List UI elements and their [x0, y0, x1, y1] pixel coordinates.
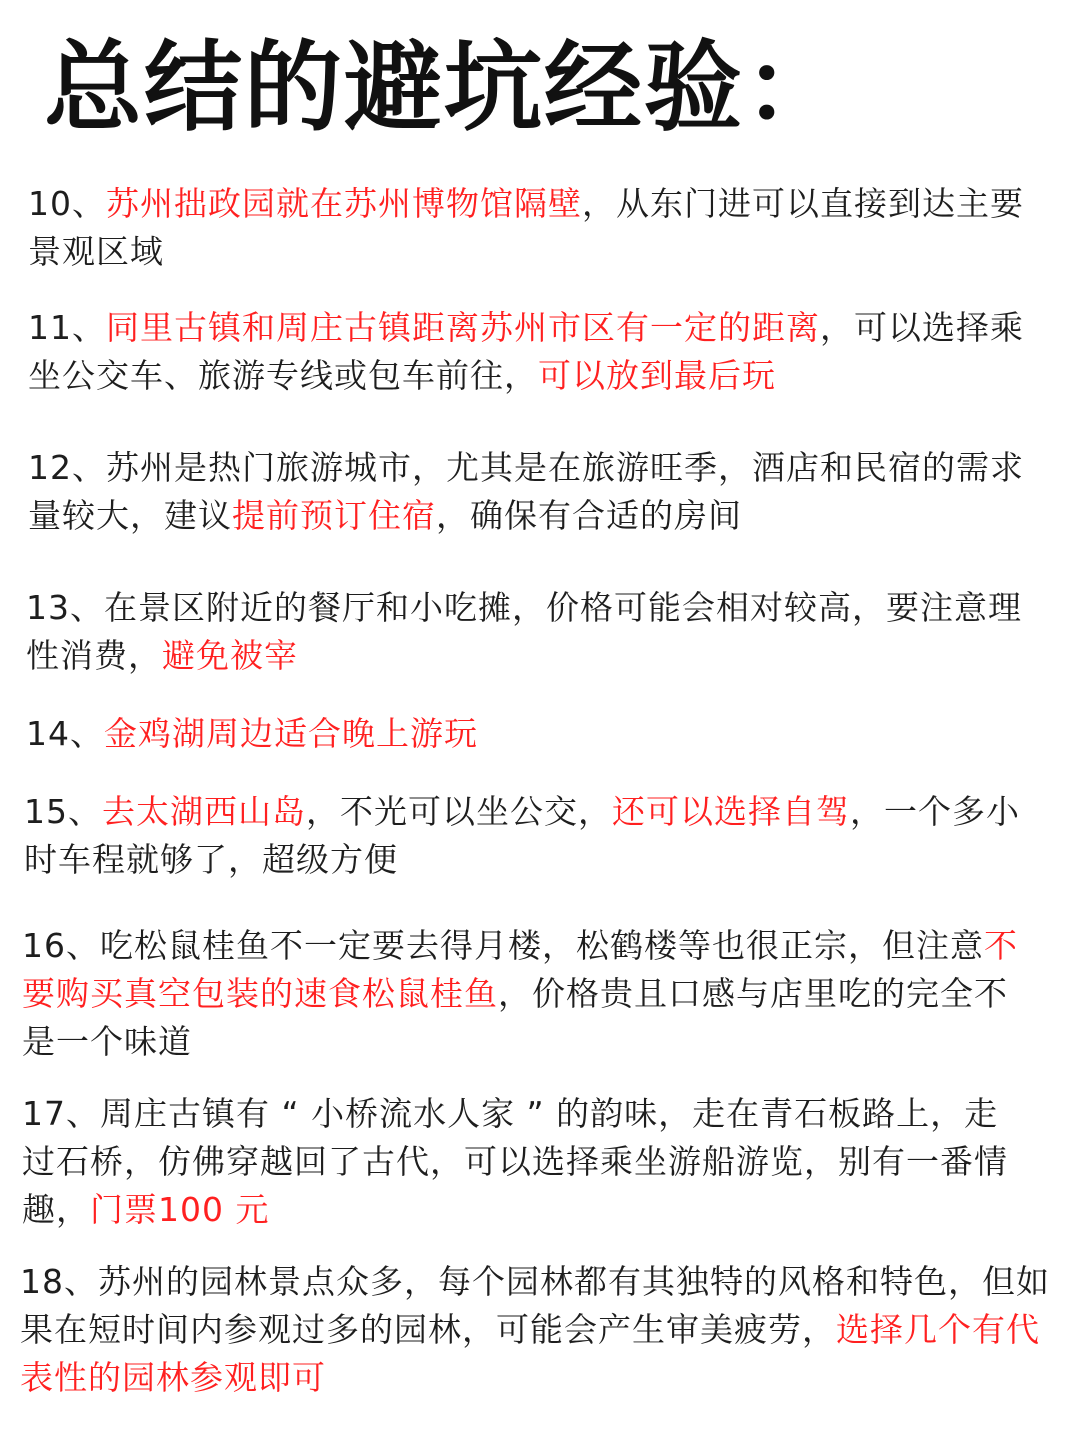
tip-16: [22, 922, 1032, 1066]
tip-12: [28, 444, 1028, 540]
tip-highlight: 门票100 元: [90, 1190, 270, 1229]
tip-text: 15、: [24, 792, 102, 831]
tip-highlight: 同里古镇和周庄古镇距离苏州市区有一定的距离: [106, 308, 820, 347]
tip-text: ，从东门进可以直接到达主要景观区域: [28, 184, 1024, 271]
tip-10: [28, 180, 1028, 276]
tip-highlight: 提前预订住宿: [232, 496, 436, 535]
tip-highlight: 选择几个有代表性的园林参观即可: [20, 1310, 1040, 1397]
tip-text: ，价格贵且口感与店里吃的完全不是一个味道: [22, 974, 1008, 1061]
tip-15: [24, 788, 1024, 884]
page-title: 总结的避坑经验：: [44, 31, 845, 145]
tip-highlight: 金鸡湖周边适合晚上游玩: [104, 714, 478, 753]
tip-highlight: 可以放到最后玩: [538, 356, 776, 395]
tip-highlight: 苏州拙政园就在苏州博物馆隔壁: [106, 184, 582, 223]
tip-text: 16、吃松鼠桂鱼不一定要去得月楼，松鹤楼等也很正宗，但注意: [22, 926, 984, 965]
tip-text: ，一个多小时车程就够了，超级方便: [24, 792, 1020, 879]
tip-highlight: 不要购买真空包装的速食松鼠桂鱼: [22, 926, 1018, 1013]
tip-text: 13、在景区附近的餐厅和小吃摊，价格可能会相对较高，要注意理性消费，: [26, 588, 1022, 675]
tip-text: 14、: [26, 714, 104, 753]
tip-highlight: 避免被宰: [162, 636, 298, 675]
tip-highlight: 还可以选择自驾: [612, 792, 850, 831]
tip-text: 18、苏州的园林景点众多，每个园林都有其独特的风格和特色，但如果在短时间内参观过多的园林，可能会产生审美疲劳，: [20, 1262, 1050, 1349]
tip-text: 17、周庄古镇有 “ 小桥流水人家 ” 的韵味，走在青石板路上，走过石桥，仿佛穿越回了古代，可以选择乘坐游船游览，别有一番情趣，: [22, 1094, 1008, 1229]
tip-13: [26, 584, 1026, 680]
tip-18: [20, 1258, 1050, 1402]
tip-text: 11、: [28, 308, 106, 347]
tip-11: [28, 304, 1028, 400]
tip-text: 10、: [28, 184, 106, 223]
tip-17: [22, 1090, 1032, 1234]
tip-text: ，可以选择乘坐公交车、旅游专线或包车前往，: [28, 308, 1024, 395]
tip-text: 12、苏州是热门旅游城市，尤其是在旅游旺季，酒店和民宿的需求量较大，建议: [28, 448, 1024, 535]
tip-text: ，确保有合适的房间: [436, 496, 742, 535]
tip-text: ，不光可以坐公交，: [306, 792, 612, 831]
tip-highlight: 去太湖西山岛: [102, 792, 306, 831]
tip-14: [26, 710, 1026, 758]
